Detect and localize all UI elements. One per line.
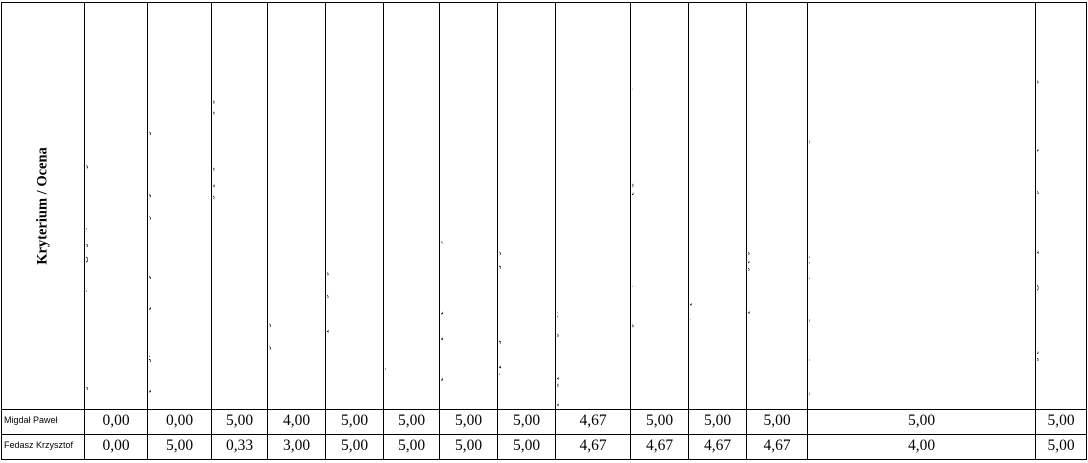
grid-line xyxy=(1086,2,1087,459)
score-cell: 5,00 xyxy=(454,437,483,454)
grid-line xyxy=(84,2,85,459)
criterion-header-10 xyxy=(632,3,687,408)
grid-line xyxy=(439,2,440,459)
score-cell: 5,00 xyxy=(225,412,254,429)
grid-line xyxy=(1,459,1087,460)
score-cell: 4,00 xyxy=(282,412,311,429)
candidate-name: Fedasz Krzysztof xyxy=(4,440,74,450)
criterion-header-5 xyxy=(327,3,382,408)
score-cell: 5,00 xyxy=(397,412,426,429)
grid-line xyxy=(211,2,212,459)
score-cell: 4,67 xyxy=(579,437,607,454)
score-cell: 4,67 xyxy=(645,437,674,454)
score-cell: 5,00 xyxy=(397,437,426,454)
criterion-header-13 xyxy=(809,3,1034,408)
criterion-header-14 xyxy=(1037,3,1085,408)
score-cell: 3,00 xyxy=(282,437,311,454)
criterion-header-8 xyxy=(499,3,554,408)
score-cell: 5,00 xyxy=(1047,437,1075,454)
criterion-header-4 xyxy=(269,3,324,408)
grid-line xyxy=(267,2,268,459)
grid-line xyxy=(555,2,556,459)
criterion-label xyxy=(385,5,387,406)
score-cell: 0,00 xyxy=(165,412,194,429)
score-cell: 5,00 xyxy=(512,437,541,454)
criterion-label xyxy=(441,5,443,406)
score-cell: 0,33 xyxy=(225,437,254,454)
score-cell: 5,00 xyxy=(645,412,674,429)
score-cell: 5,00 xyxy=(703,412,732,429)
score-cell: 4,67 xyxy=(703,437,732,454)
criterion-label xyxy=(269,5,271,406)
criterion-header-11 xyxy=(690,3,745,408)
score-cell: 5,00 xyxy=(340,437,369,454)
criterion-13-text xyxy=(809,5,811,406)
criterion-label xyxy=(1037,5,1039,406)
grid-line xyxy=(1,434,1087,435)
score-cell: 5,00 xyxy=(763,412,791,429)
score-cell: 4,00 xyxy=(907,437,936,454)
corner-header-label: Kryterium / Ocena xyxy=(34,146,50,265)
candidate-name: Migdał Paweł xyxy=(4,415,58,425)
grid-line xyxy=(497,2,498,459)
score-cell: 0,00 xyxy=(102,412,130,429)
grid-line xyxy=(1,409,1087,410)
criterion-header-7 xyxy=(441,3,496,408)
criterion-label xyxy=(748,5,750,406)
criterion-header-3 xyxy=(213,3,266,408)
criterion-header-6 xyxy=(385,3,438,408)
criterion-header-12 xyxy=(748,3,806,408)
criterion-13-item xyxy=(809,5,811,406)
score-cell: 5,00 xyxy=(454,412,483,429)
criterion-label xyxy=(86,5,88,406)
criterion-label xyxy=(213,5,215,406)
score-cell: 5,00 xyxy=(1047,412,1075,429)
criterion-label xyxy=(149,5,151,406)
corner-header-cell xyxy=(2,3,83,408)
criterion-header-1 xyxy=(86,3,146,408)
criterion-label xyxy=(499,5,501,406)
grid-line xyxy=(147,2,148,459)
criterion-header-9 xyxy=(557,3,629,408)
score-cell: 4,67 xyxy=(763,437,791,454)
grid-line xyxy=(807,2,808,459)
grid-line xyxy=(325,2,326,459)
criterion-label xyxy=(327,5,329,406)
score-cell: 5,00 xyxy=(907,412,936,429)
criterion-header-2 xyxy=(149,3,210,408)
criterion-label xyxy=(632,5,634,406)
grid-line xyxy=(688,2,689,459)
score-cell: 5,00 xyxy=(512,412,541,429)
score-cell: 4,67 xyxy=(579,412,607,429)
grid-line xyxy=(383,2,384,459)
grid-line xyxy=(630,2,631,459)
score-cell: 0,00 xyxy=(102,437,130,454)
grid-line xyxy=(1035,2,1036,459)
score-cell: 5,00 xyxy=(165,437,194,454)
criterion-label xyxy=(557,5,559,406)
criterion-label xyxy=(690,5,692,406)
grid-line xyxy=(746,2,747,459)
score-cell: 5,00 xyxy=(340,412,369,429)
